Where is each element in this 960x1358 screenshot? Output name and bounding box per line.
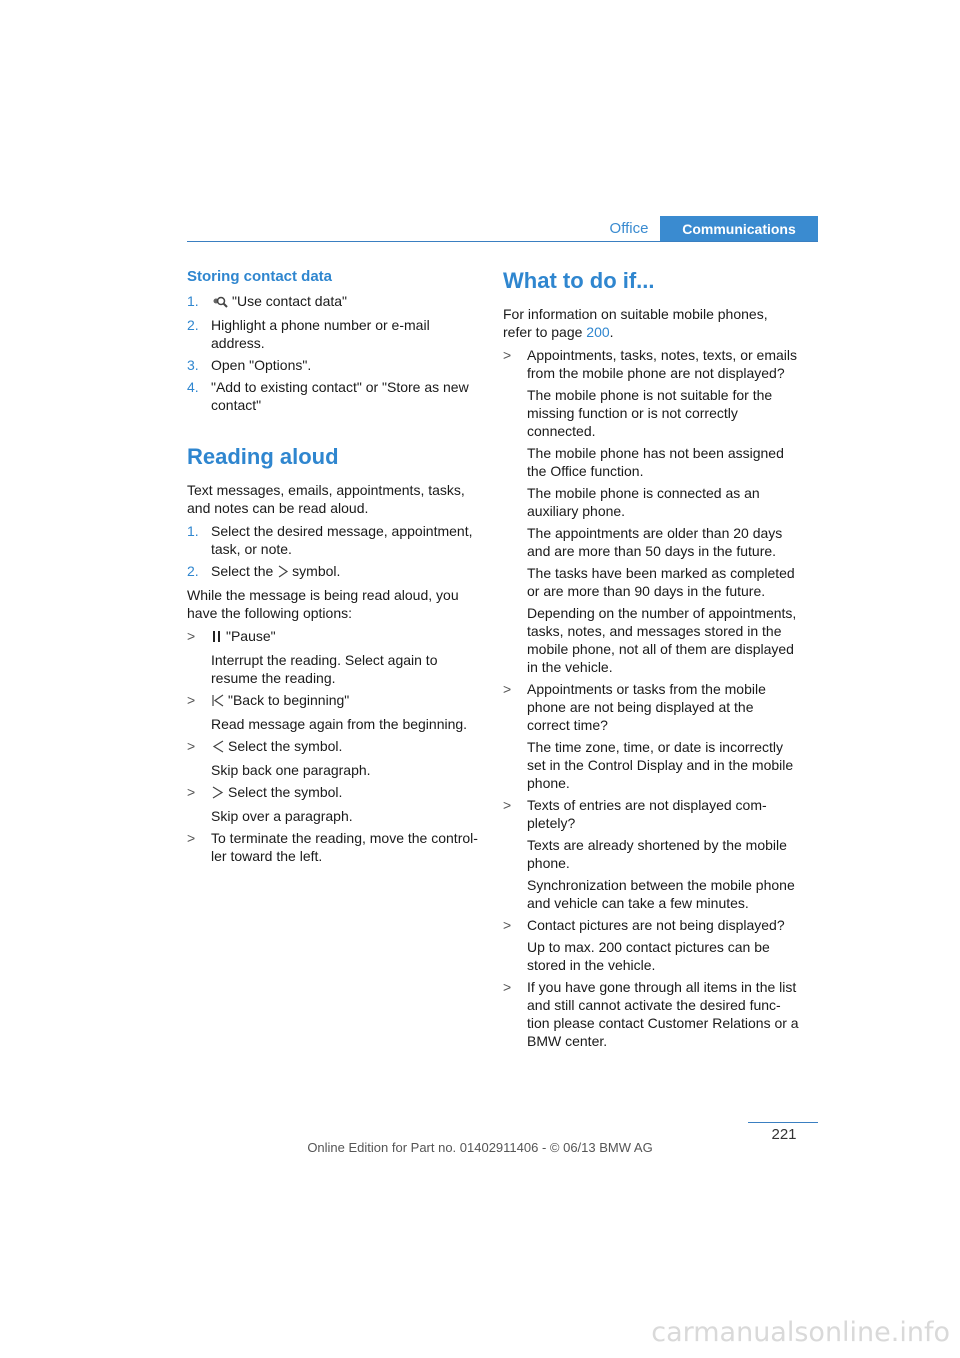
storing-contact-heading: Storing contact data [187,268,333,285]
bullet-marker: > [187,692,196,708]
bullet-marker: > [503,681,512,697]
option-pause [187,627,483,647]
left-column [187,268,483,869]
option-label: Select the symbol. [228,738,343,754]
faq-answer: The mobile phone is connected as an auxiliary phone. [527,485,760,519]
step-text: "Use contact data" [232,293,348,309]
faq-answer: The tasks have been marked as completed or are more than 90 days in the future. [527,565,795,599]
footer-edition: Online Edition for Part no. 01402911406 - © 06/13 BMW AG [307,1140,653,1155]
option-label: Select the symbol. [228,784,343,800]
reading-step [187,522,483,558]
step-number: 2. [187,563,199,579]
bullet-marker: > [187,830,196,846]
bullet-marker: > [187,784,196,800]
bullet-marker: > [503,797,512,813]
storing-step [187,378,483,414]
option-description: Skip over a paragraph. [211,808,353,824]
step-number: 3. [187,357,199,373]
faq-question [503,346,800,382]
skip-back-icon [211,739,225,757]
faq-question [503,680,800,734]
what-to-do-heading: What to do if... [503,268,655,293]
option-label: To terminate the reading, move the control-ler toward the left. [211,830,478,864]
faq-answer: Synchronization between the mobile phone and vehicle can take a few minutes. [527,877,795,911]
option-skip-back [187,737,483,757]
reading-intro: Text messages, emails, appointments, tasks, and notes can be read aloud. [187,482,465,516]
step-number: 1. [187,293,199,309]
step-text-pre: Select the [211,563,274,579]
bullet-marker: > [187,628,196,644]
faq-question [503,978,800,1050]
faq-answer: The time zone, time, or date is incorrectly set in the Control Display and in the mobile phone. [527,739,794,791]
faq-answer: Texts are already shortened by the mobile phone. [527,837,787,871]
right-intro [503,305,800,341]
page-number: 221 [771,1126,797,1143]
skip-forward-icon [211,785,225,803]
header-divider [187,241,818,242]
step-text: Select the desired message, appointment, task, or note. [211,523,473,557]
storing-step [187,356,483,374]
back-to-beginning-icon [211,693,225,711]
option-label: "Pause" [226,628,276,644]
option-description: Skip back one paragraph. [211,762,371,778]
bullet-marker: > [187,738,196,754]
faq-answer: The mobile phone is not suitable for the missing function or is not correctly connected. [527,387,773,439]
watermark: carmanualsonline.info [651,1317,950,1348]
option-description: Read message again from the beginning. [211,716,468,732]
reading-aloud-heading: Reading aloud [187,444,339,469]
section-tab-communications: Communications [660,216,818,242]
reading-step [187,562,483,582]
intro-end: . [609,324,614,340]
faq-answer: The appointments are older than 20 days and are more than 50 days in the future. [527,525,783,559]
faq-question [503,916,800,934]
option-skip-forward [187,783,483,803]
storing-step [187,316,483,352]
faq-question-text: Appointments or tasks from the mobile phone are not being displayed at the correct time? [527,681,766,733]
page-number-rule [748,1122,818,1123]
step-number: 4. [187,379,199,395]
faq-question-text: Appointments, tasks, notes, texts, or emails from the mobile phone are not displayed? [527,347,798,381]
bullet-marker: > [503,917,512,933]
step-text: Highlight a phone number or e-mail address. [211,317,430,351]
right-column [503,268,800,1054]
play-icon [277,564,289,582]
option-description: Interrupt the reading. Select again to resume the reading. [211,652,438,686]
intro-text: For information on suitable mobile phones, refer to page [503,306,768,340]
faq-question-text: If you have gone through all items in the list and still cannot activate the desired func-tion please contact Customer Relations or a BMW center. [527,979,799,1049]
faq-question [503,796,800,832]
options-intro: While the message is being read aloud, you have the following options: [187,587,459,621]
bullet-marker: > [503,347,512,363]
faq-list [503,346,800,1050]
page-link[interactable]: 200 [586,324,610,340]
option-terminate [187,829,483,865]
pause-icon [211,629,223,647]
step-text: "Add to existing contact" or "Store as new contact" [211,379,469,413]
step-number: 1. [187,523,199,539]
faq-question-text: Texts of entries are not displayed com-pletely? [527,797,767,831]
section-label-office: Office [609,220,649,237]
option-label: "Back to beginning" [228,692,350,708]
contact-search-icon [211,294,229,312]
faq-answer: The mobile phone has not been assigned the Office function. [527,445,784,479]
storing-step [187,292,483,312]
faq-answer: Up to max. 200 contact pictures can be stored in the vehicle. [527,939,770,973]
faq-answer: Depending on the number of appointments, tasks, notes, and messages stored in the mobile phone, not all of them are displayed in the vehicle. [527,605,797,675]
option-back-to-beginning [187,691,483,711]
bullet-marker: > [503,979,512,995]
faq-question-text: Contact pictures are not being displayed? [527,917,785,933]
step-number: 2. [187,317,199,333]
step-text-post: symbol. [292,563,341,579]
step-text: Open "Options". [211,357,312,373]
